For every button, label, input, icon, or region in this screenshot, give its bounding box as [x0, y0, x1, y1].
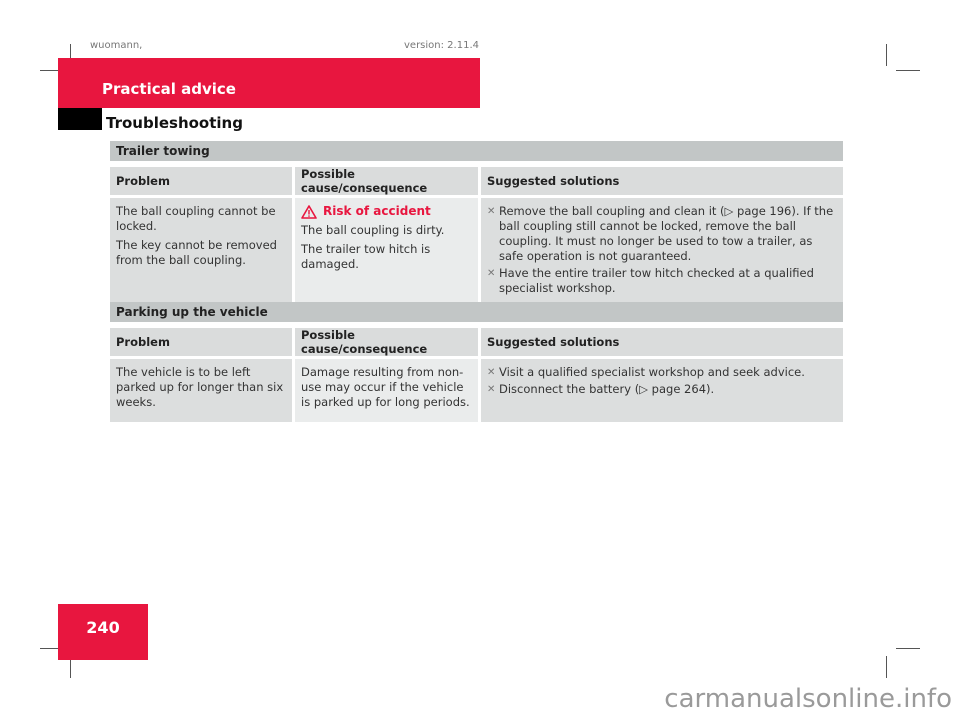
table-caption: Parking up the vehicle	[110, 302, 843, 322]
watermark: carmanualsonline.info	[664, 684, 952, 714]
solution-item: ✕ Remove the ball coupling and clean it (▷ page 196). If the ball coupling still cannot be locked, remove the ball coupling. It must no longer be used to tow a trailer, as safe operation is not guaranteed.	[487, 204, 834, 263]
problem-cell	[110, 359, 295, 422]
problem-text: The key cannot be removed from the ball coupling.	[116, 238, 277, 267]
col-solutions: Suggested solutions	[481, 167, 843, 198]
problem-cell	[110, 198, 295, 306]
section-header	[58, 58, 480, 108]
col-problem: Problem	[110, 167, 295, 198]
solutions-cell	[481, 198, 843, 306]
solutions-cell	[481, 359, 843, 422]
table-header-row	[110, 167, 843, 198]
bullet-x-icon: ✕	[487, 268, 496, 279]
bullet-x-icon: ✕	[487, 384, 496, 395]
solution-item: ✕ Visit a qualified specialist workshop and seek advice.	[487, 365, 805, 379]
print-meta-left: wuomann,	[90, 40, 143, 51]
subsection-title: Troubleshooting	[106, 114, 243, 132]
table-caption: Trailer towing	[110, 141, 843, 161]
trailer-towing-table	[110, 141, 843, 306]
col-problem: Problem	[110, 328, 295, 359]
warning-label: Risk of accident	[323, 204, 431, 218]
warning	[301, 204, 472, 219]
section-title: Practical advice	[102, 80, 236, 98]
col-solutions: Suggested solutions	[481, 328, 843, 359]
col-cause: Possible cause/consequence	[295, 328, 481, 359]
crop-mark	[886, 44, 887, 66]
crop-mark	[896, 648, 920, 649]
solution-item: ✕ Have the entire trailer tow hitch checked at a qualified specialist workshop.	[487, 266, 814, 295]
warning-triangle-icon	[301, 205, 317, 219]
crop-mark	[896, 70, 920, 71]
crop-mark	[886, 656, 887, 678]
cause-text: The ball coupling is dirty.	[301, 223, 445, 237]
parking-up-table	[110, 302, 843, 422]
page-number: 240	[58, 604, 148, 660]
print-meta-right: version: 2.11.4	[404, 40, 479, 51]
bullet-x-icon: ✕	[487, 367, 496, 378]
cause-text: Damage resulting from non-use may occur if the vehicle is parked up for long periods.	[301, 365, 470, 409]
problem-text: The vehicle is to be left parked up for longer than six weeks.	[116, 365, 284, 409]
solution-item: ✕ Disconnect the battery (▷ page 264).	[487, 382, 715, 396]
col-cause: Possible cause/consequence	[295, 167, 481, 198]
cause-cell	[295, 359, 481, 422]
cause-text: The trailer tow hitch is damaged.	[301, 242, 431, 271]
bullet-x-icon: ✕	[487, 206, 496, 217]
table-header-row	[110, 328, 843, 359]
problem-text: The ball coupling cannot be locked.	[116, 204, 276, 233]
header-tab	[58, 108, 102, 130]
cause-cell	[295, 198, 481, 306]
table-row	[110, 359, 843, 422]
table-row	[110, 198, 843, 306]
